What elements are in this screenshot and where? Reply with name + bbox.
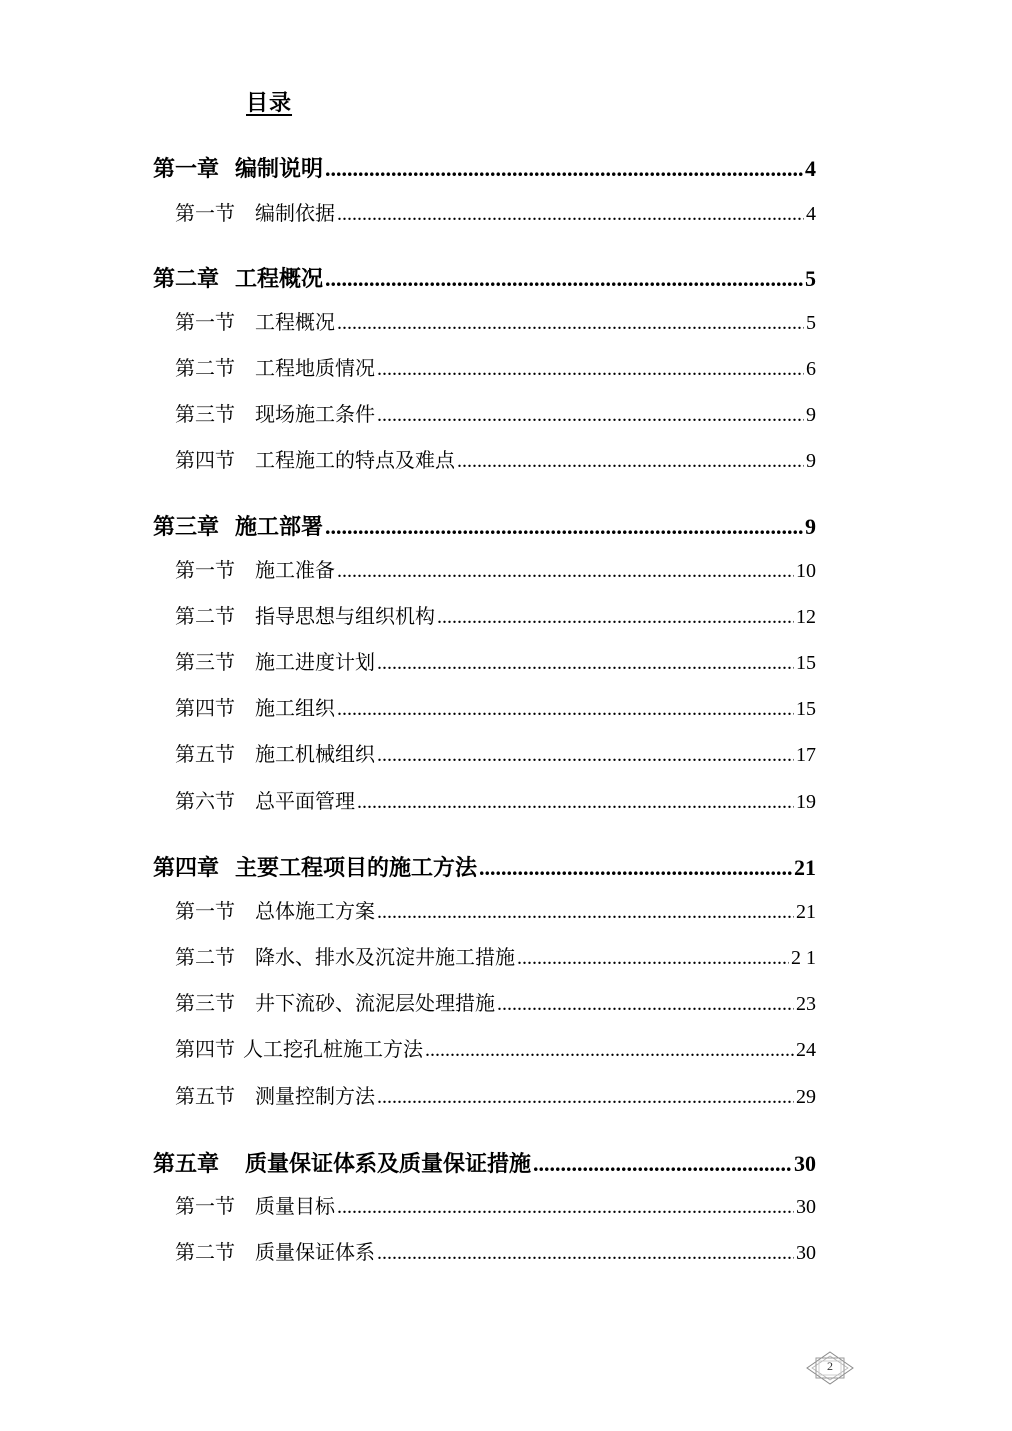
toc-section-number: 第五节 [175, 1086, 235, 1108]
toc-section-title: 工程地质情况 [255, 358, 375, 380]
toc-section-number: 第四节 [175, 698, 235, 720]
toc-section-number: 第六节 [175, 791, 235, 813]
dot-leader [377, 1086, 794, 1109]
toc-section-entry[interactable] [175, 895, 816, 923]
toc-section-number: 第二节 [175, 947, 235, 969]
toc-section-number: 第一节 [175, 203, 235, 225]
dot-leader [517, 947, 789, 970]
toc-chapter-entry[interactable] [153, 510, 816, 540]
dot-leader [377, 901, 794, 924]
toc-section-entry[interactable] [175, 600, 816, 628]
toc-chapter-number: 第四章 [153, 855, 220, 880]
toc-chapter-number: 第五章 [153, 1151, 220, 1176]
toc-section-title: 施工组织 [255, 698, 335, 720]
toc-section-number: 第三节 [175, 404, 235, 426]
dot-leader [337, 698, 794, 721]
toc-page-number: 19 [796, 791, 816, 813]
toc-chapter-entry[interactable] [153, 1147, 816, 1177]
dot-leader [479, 855, 792, 881]
toc-section-title: 质量保证体系 [255, 1242, 375, 1264]
toc-page-number: 5 [805, 266, 816, 291]
toc-page-number: 4 [806, 203, 816, 225]
toc-section-title: 井下流砂、流泥层处理措施 [255, 993, 495, 1015]
dot-leader [325, 266, 803, 292]
toc-page-number: 21 [796, 901, 816, 923]
dot-leader [425, 1039, 794, 1062]
toc-section-title: 工程施工的特点及难点 [255, 450, 455, 472]
toc-section-number: 第二节 [175, 606, 235, 628]
page-number: 2 [827, 1359, 833, 1373]
toc-chapter-entry[interactable] [153, 152, 816, 182]
dot-leader [337, 312, 804, 335]
toc-section-title: 人工挖孔桩施工方法 [243, 1039, 423, 1061]
toc-chapter-title: 工程概况 [235, 266, 324, 291]
dot-leader [357, 791, 794, 814]
toc-section-entry[interactable] [175, 646, 816, 674]
toc-section-number: 第四节 [175, 450, 235, 472]
dot-leader [533, 1151, 792, 1177]
toc-section-entry[interactable] [175, 352, 816, 380]
toc-section-entry[interactable] [175, 1190, 816, 1218]
toc-section-title: 降水、排水及沉淀井施工措施 [255, 947, 515, 969]
toc-section-title: 指导思想与组织机构 [255, 606, 435, 628]
toc-section-number: 第三节 [175, 993, 235, 1015]
toc-section-entry[interactable] [175, 1080, 816, 1108]
toc-section-title: 总体施工方案 [255, 901, 375, 923]
toc-section-entry[interactable] [175, 692, 816, 720]
toc-page-number: 9 [805, 514, 816, 539]
toc-section-entry[interactable] [175, 444, 816, 472]
dot-leader [337, 560, 794, 583]
toc-chapter-number: 第二章 [153, 266, 220, 291]
toc-chapter-entry[interactable] [153, 851, 816, 881]
toc-section-title: 总平面管理 [255, 791, 355, 813]
toc-page-number: 30 [796, 1242, 816, 1264]
toc-section-entry[interactable] [175, 987, 816, 1015]
toc-section-number: 第四节 [175, 1039, 235, 1061]
dot-leader [377, 744, 794, 767]
toc-page-number: 23 [796, 993, 816, 1015]
toc-section-title: 质量目标 [255, 1196, 335, 1218]
toc-section-entry[interactable] [175, 785, 816, 813]
toc-section-entry[interactable] [175, 197, 816, 225]
toc-section-number: 第三节 [175, 652, 235, 674]
toc-section-title: 现场施工条件 [255, 404, 375, 426]
dot-leader [377, 404, 804, 427]
dot-leader [377, 358, 804, 381]
toc-chapter-title: 质量保证体系及质量保证措施 [245, 1151, 532, 1176]
toc-title: 目录 [246, 90, 293, 115]
dot-leader [337, 1196, 794, 1219]
toc-chapter-number: 第一章 [153, 156, 220, 181]
toc-chapter-entry[interactable] [153, 262, 816, 292]
toc-chapter-number: 第三章 [153, 514, 220, 539]
toc-section-number: 第一节 [175, 560, 235, 582]
toc-section-number: 第二节 [175, 1242, 235, 1264]
toc-page-number: 9 [806, 450, 816, 472]
toc-section-number: 第一节 [175, 901, 235, 923]
toc-chapter-title: 编制说明 [235, 156, 324, 181]
toc-section-number: 第一节 [175, 1196, 235, 1218]
toc-page-number: 15 [796, 652, 816, 674]
toc-page-number: 24 [796, 1039, 816, 1061]
toc-page-number: 5 [806, 312, 816, 334]
toc-page-number: 2 1 [791, 947, 816, 969]
toc-section-entry[interactable] [175, 1236, 816, 1264]
toc-page-number: 9 [806, 404, 816, 426]
toc-page-number: 6 [806, 358, 816, 380]
toc-chapter-title: 施工部署 [235, 514, 324, 539]
toc-section-entry[interactable] [175, 398, 816, 426]
dot-leader [377, 652, 794, 675]
toc-page-number: 4 [805, 156, 816, 181]
page-number-badge [806, 1351, 854, 1385]
dot-leader [437, 606, 794, 629]
dot-leader [325, 156, 803, 182]
toc-section-entry[interactable] [175, 738, 816, 766]
dot-leader [497, 993, 794, 1016]
toc-page-number: 30 [794, 1151, 816, 1176]
toc-section-title: 施工机械组织 [255, 744, 375, 766]
toc-page-number: 29 [796, 1086, 816, 1108]
toc-chapter-title: 主要工程项目的施工方法 [235, 855, 478, 880]
toc-section-entry[interactable] [175, 1033, 816, 1061]
toc-section-title: 编制依据 [255, 203, 335, 225]
dot-leader [337, 203, 804, 226]
toc-section-entry[interactable] [175, 941, 816, 969]
dot-leader [377, 1242, 794, 1265]
toc-section-title: 测量控制方法 [255, 1086, 375, 1108]
dot-leader [325, 514, 803, 540]
toc-section-number: 第二节 [175, 358, 235, 380]
toc-page-number: 15 [796, 698, 816, 720]
toc-section-entry[interactable] [175, 306, 816, 334]
toc-page-number: 21 [794, 855, 816, 880]
toc-section-title: 施工进度计划 [255, 652, 375, 674]
toc-section-title: 工程概况 [255, 312, 335, 334]
toc-section-entry[interactable] [175, 554, 816, 582]
toc-section-number: 第一节 [175, 312, 235, 334]
toc-section-number: 第五节 [175, 744, 235, 766]
toc-page-number: 12 [796, 606, 816, 628]
toc-page-number: 17 [796, 744, 816, 766]
toc-section-title: 施工准备 [255, 560, 335, 582]
toc-page-number: 10 [796, 560, 816, 582]
dot-leader [457, 450, 804, 473]
toc-page-number: 30 [796, 1196, 816, 1218]
